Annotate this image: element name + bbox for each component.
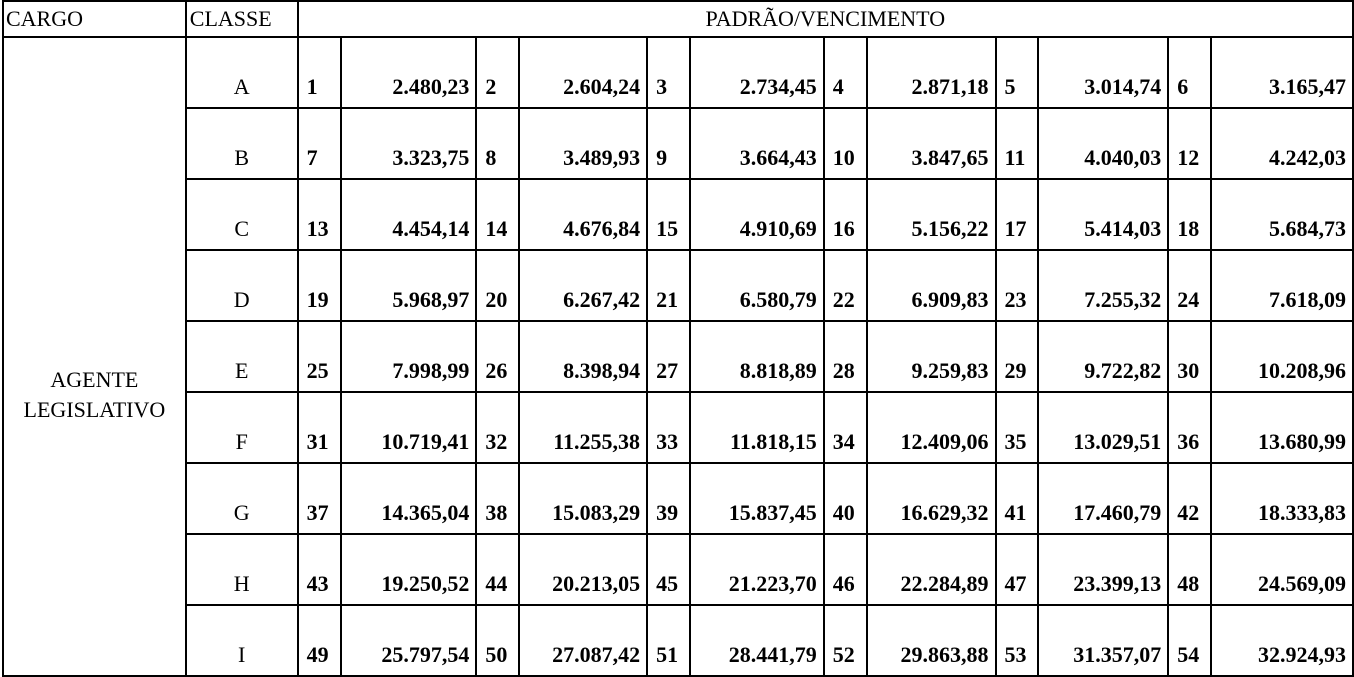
vencimento-value-cell: 22.284,89 (867, 534, 996, 605)
vencimento-value-cell: 2.734,45 (690, 37, 824, 108)
padrao-number-cell: 53 (996, 605, 1039, 676)
padrao-number-cell: 50 (476, 605, 519, 676)
salary-table (2, 0, 1354, 677)
classe-cell: H (186, 534, 298, 605)
padrao-number-cell: 31 (298, 392, 341, 463)
padrao-number-cell: 17 (996, 179, 1039, 250)
padrao-number-cell: 26 (476, 321, 519, 392)
header-cargo: CARGO (3, 1, 186, 37)
padrao-number-cell: 33 (647, 392, 690, 463)
vencimento-value-cell: 19.250,52 (341, 534, 477, 605)
padrao-number-cell: 22 (824, 250, 867, 321)
padrao-number-cell: 20 (476, 250, 519, 321)
vencimento-value-cell: 5.684,73 (1211, 179, 1353, 250)
vencimento-value-cell: 29.863,88 (867, 605, 996, 676)
vencimento-value-cell: 24.569,09 (1211, 534, 1353, 605)
padrao-number-cell: 16 (824, 179, 867, 250)
header-row (3, 1, 1353, 37)
padrao-number-cell: 30 (1168, 321, 1211, 392)
vencimento-value-cell: 12.409,06 (867, 392, 996, 463)
padrao-number-cell: 19 (298, 250, 341, 321)
cargo-cell (3, 37, 186, 676)
vencimento-value-cell: 25.797,54 (341, 605, 477, 676)
table-row (3, 463, 1353, 534)
classe-cell: B (186, 108, 298, 179)
classe-cell: C (186, 179, 298, 250)
padrao-number-cell: 5 (996, 37, 1039, 108)
vencimento-value-cell: 9.259,83 (867, 321, 996, 392)
padrao-number-cell: 21 (647, 250, 690, 321)
classe-cell: F (186, 392, 298, 463)
vencimento-value-cell: 3.014,74 (1038, 37, 1168, 108)
vencimento-value-cell: 3.847,65 (867, 108, 996, 179)
vencimento-value-cell: 7.618,09 (1211, 250, 1353, 321)
vencimento-value-cell: 27.087,42 (519, 605, 647, 676)
padrao-number-cell: 13 (298, 179, 341, 250)
cargo-line-2: LEGISLATIVO (23, 397, 166, 422)
padrao-number-cell: 1 (298, 37, 341, 108)
vencimento-value-cell: 13.680,99 (1211, 392, 1353, 463)
vencimento-value-cell: 20.213,05 (519, 534, 647, 605)
padrao-number-cell: 3 (647, 37, 690, 108)
padrao-number-cell: 14 (476, 179, 519, 250)
padrao-number-cell: 41 (996, 463, 1039, 534)
vencimento-value-cell: 18.333,83 (1211, 463, 1353, 534)
vencimento-value-cell: 3.489,93 (519, 108, 647, 179)
padrao-number-cell: 28 (824, 321, 867, 392)
vencimento-value-cell: 7.255,32 (1038, 250, 1168, 321)
vencimento-value-cell: 17.460,79 (1038, 463, 1168, 534)
vencimento-value-cell: 4.242,03 (1211, 108, 1353, 179)
padrao-number-cell: 42 (1168, 463, 1211, 534)
padrao-number-cell: 15 (647, 179, 690, 250)
padrao-number-cell: 36 (1168, 392, 1211, 463)
padrao-number-cell: 4 (824, 37, 867, 108)
padrao-number-cell: 39 (647, 463, 690, 534)
vencimento-value-cell: 4.910,69 (690, 179, 824, 250)
vencimento-value-cell: 31.357,07 (1038, 605, 1168, 676)
padrao-number-cell: 43 (298, 534, 341, 605)
classe-cell: E (186, 321, 298, 392)
vencimento-value-cell: 3.165,47 (1211, 37, 1353, 108)
padrao-number-cell: 10 (824, 108, 867, 179)
table-row (3, 108, 1353, 179)
padrao-number-cell: 27 (647, 321, 690, 392)
padrao-number-cell: 29 (996, 321, 1039, 392)
padrao-number-cell: 52 (824, 605, 867, 676)
vencimento-value-cell: 11.818,15 (690, 392, 824, 463)
table-row (3, 534, 1353, 605)
vencimento-value-cell: 3.664,43 (690, 108, 824, 179)
vencimento-value-cell: 21.223,70 (690, 534, 824, 605)
vencimento-value-cell: 8.818,89 (690, 321, 824, 392)
vencimento-value-cell: 14.365,04 (341, 463, 477, 534)
vencimento-value-cell: 28.441,79 (690, 605, 824, 676)
vencimento-value-cell: 4.676,84 (519, 179, 647, 250)
vencimento-value-cell: 6.580,79 (690, 250, 824, 321)
vencimento-value-cell: 2.871,18 (867, 37, 996, 108)
padrao-number-cell: 11 (996, 108, 1039, 179)
padrao-number-cell: 24 (1168, 250, 1211, 321)
classe-cell: D (186, 250, 298, 321)
vencimento-value-cell: 10.208,96 (1211, 321, 1353, 392)
vencimento-value-cell: 7.998,99 (341, 321, 477, 392)
header-padrao-vencimento: PADRÃO/VENCIMENTO (298, 1, 1353, 37)
vencimento-value-cell: 4.454,14 (341, 179, 477, 250)
vencimento-value-cell: 9.722,82 (1038, 321, 1168, 392)
vencimento-value-cell: 15.837,45 (690, 463, 824, 534)
vencimento-value-cell: 5.156,22 (867, 179, 996, 250)
vencimento-value-cell: 16.629,32 (867, 463, 996, 534)
vencimento-value-cell: 10.719,41 (341, 392, 477, 463)
header-classe: CLASSE (186, 1, 298, 37)
padrao-number-cell: 18 (1168, 179, 1211, 250)
vencimento-value-cell: 2.480,23 (341, 37, 477, 108)
table-row (3, 321, 1353, 392)
padrao-number-cell: 47 (996, 534, 1039, 605)
padrao-number-cell: 37 (298, 463, 341, 534)
padrao-number-cell: 12 (1168, 108, 1211, 179)
vencimento-value-cell: 8.398,94 (519, 321, 647, 392)
classe-cell: I (186, 605, 298, 676)
vencimento-value-cell: 5.968,97 (341, 250, 477, 321)
vencimento-value-cell: 5.414,03 (1038, 179, 1168, 250)
padrao-number-cell: 7 (298, 108, 341, 179)
vencimento-value-cell: 3.323,75 (341, 108, 477, 179)
vencimento-value-cell: 2.604,24 (519, 37, 647, 108)
table-row (3, 392, 1353, 463)
vencimento-value-cell: 23.399,13 (1038, 534, 1168, 605)
padrao-number-cell: 6 (1168, 37, 1211, 108)
vencimento-value-cell: 11.255,38 (519, 392, 647, 463)
padrao-number-cell: 35 (996, 392, 1039, 463)
padrao-number-cell: 9 (647, 108, 690, 179)
vencimento-value-cell: 6.267,42 (519, 250, 647, 321)
padrao-number-cell: 48 (1168, 534, 1211, 605)
padrao-number-cell: 8 (476, 108, 519, 179)
padrao-number-cell: 40 (824, 463, 867, 534)
cargo-line-1: AGENTE (50, 367, 139, 392)
padrao-number-cell: 25 (298, 321, 341, 392)
padrao-number-cell: 23 (996, 250, 1039, 321)
table-row (3, 605, 1353, 676)
vencimento-value-cell: 4.040,03 (1038, 108, 1168, 179)
padrao-number-cell: 2 (476, 37, 519, 108)
padrao-number-cell: 46 (824, 534, 867, 605)
table-row (3, 250, 1353, 321)
padrao-number-cell: 44 (476, 534, 519, 605)
padrao-number-cell: 34 (824, 392, 867, 463)
padrao-number-cell: 54 (1168, 605, 1211, 676)
padrao-number-cell: 38 (476, 463, 519, 534)
padrao-number-cell: 45 (647, 534, 690, 605)
classe-cell: A (186, 37, 298, 108)
padrao-number-cell: 32 (476, 392, 519, 463)
table-row (3, 179, 1353, 250)
vencimento-value-cell: 15.083,29 (519, 463, 647, 534)
table-row (3, 37, 1353, 108)
vencimento-value-cell: 13.029,51 (1038, 392, 1168, 463)
padrao-number-cell: 51 (647, 605, 690, 676)
vencimento-value-cell: 6.909,83 (867, 250, 996, 321)
vencimento-value-cell: 32.924,93 (1211, 605, 1353, 676)
padrao-number-cell: 49 (298, 605, 341, 676)
classe-cell: G (186, 463, 298, 534)
